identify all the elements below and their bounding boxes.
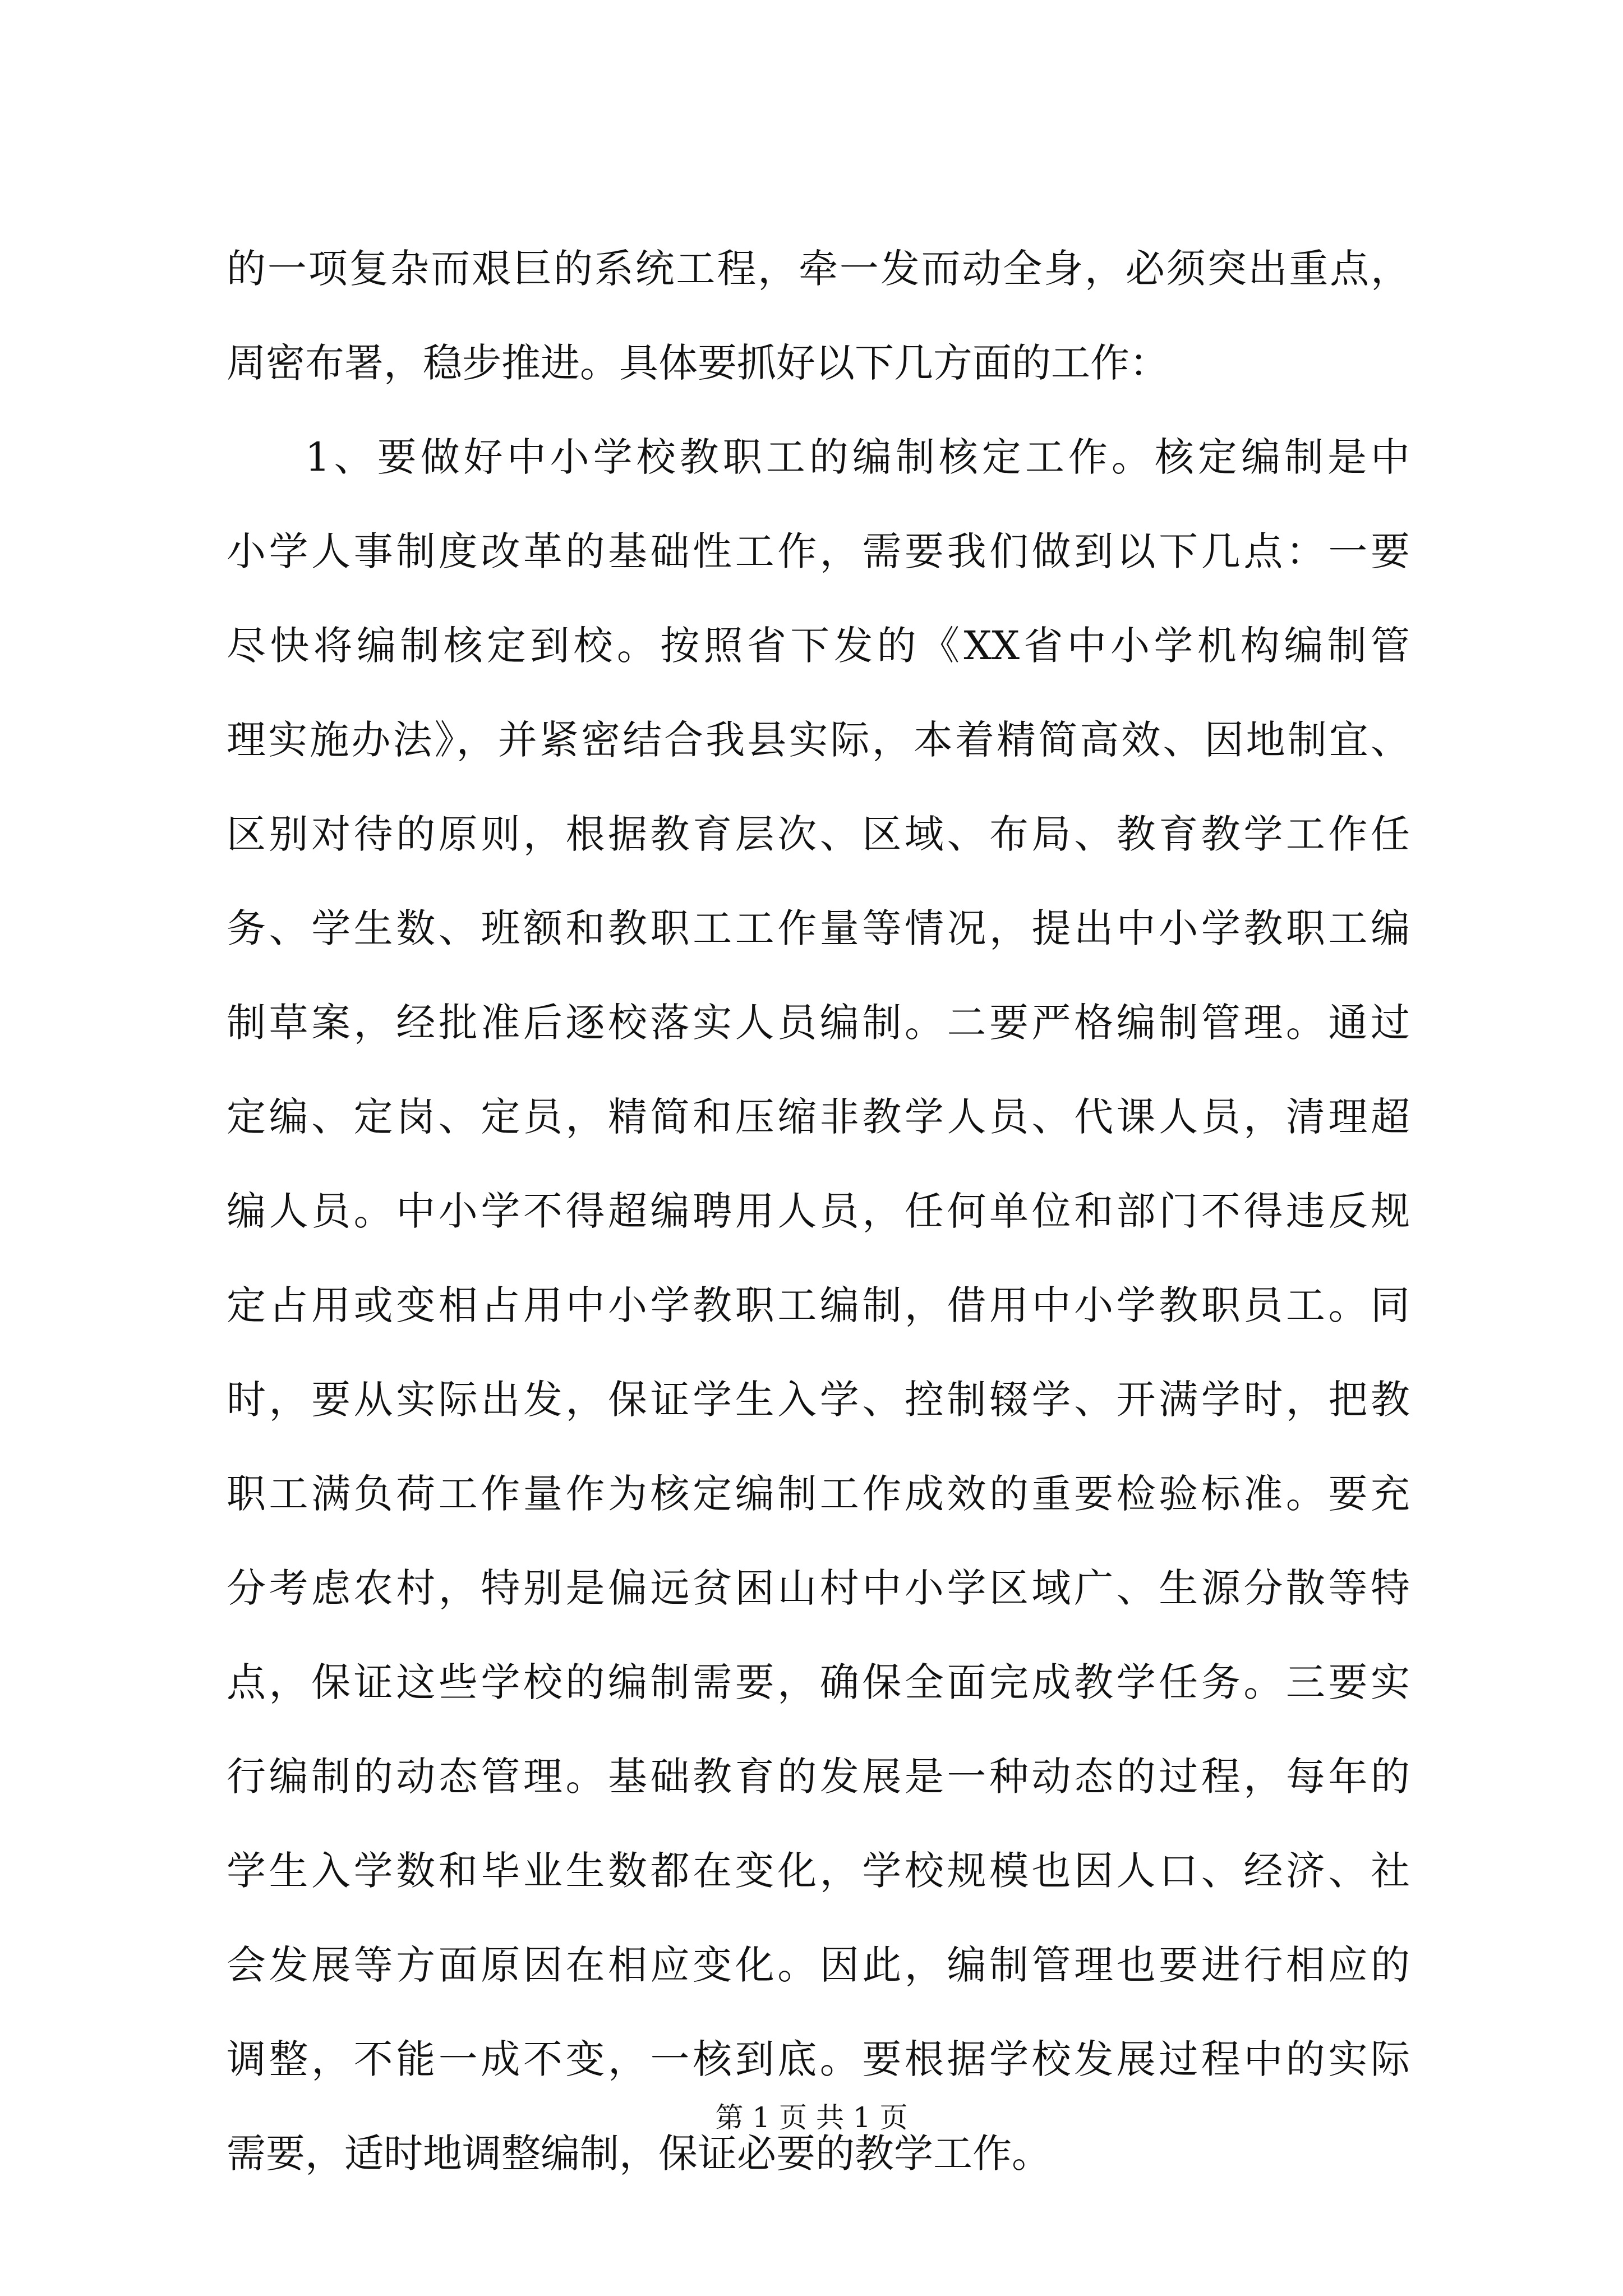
text-line: 分考虑农村，特别是偏远贫困山村中小学区域广、生源分散等特 [227,1565,1410,1611]
text-line: 行编制的动态管理。基础教育的发展是一种动态的过程，每年的 [227,1754,1410,1800]
text-line: 定编、定岗、定员，精简和压缩非教学人员、代课人员，清理超 [227,1094,1410,1140]
text-line: 尽快将编制核定到校。按照省下发的《XX省中小学机构编制管 [227,623,1410,669]
text-line: 理实施办法》，并紧密结合我县实际，本着精简高效、因地制宜、 [227,717,1410,763]
text-line: 的一项复杂而艰巨的系统工程，牵一发而动全身，必须突出重点， [227,246,1410,292]
text-line: 职工满负荷工作量作为核定编制工作成效的重要检验标准。要充 [227,1471,1410,1517]
page-footer: 第 1 页 共 1 页 [715,2101,908,2134]
text-line: 会发展等方面原因在相应变化。因此，编制管理也要进行相应的 [227,1942,1410,1988]
text-line: 小学人事制度改革的基础性工作，需要我们做到以下几点：一要 [227,528,1410,574]
text-line: 学生入学数和毕业生数都在变化，学校规模也因人口、经济、社 [227,1848,1410,1894]
body-text [227,222,1410,2201]
text-line: 定占用或变相占用中小学教职工编制，借用中小学教职员工。同 [227,1282,1410,1328]
text-line: 需要，适时地调整编制，保证必要的教学工作。 [227,2131,1051,2177]
text-line: 时，要从实际出发，保证学生入学、控制辍学、开满学时，把教 [227,1377,1410,1423]
text-line: 1、要做好中小学校教职工的编制核定工作。核定编制是中 [305,434,1410,480]
text-line: 务、学生数、班额和教职工工作量等情况，提出中小学教职工编 [227,905,1410,951]
text-line: 编人员。中小学不得超编聘用人员，任何单位和部门不得违反规 [227,1188,1410,1234]
text-line: 点，保证这些学校的编制需要，确保全面完成教学任务。三要实 [227,1659,1410,1705]
text-line: 周密布署，稳步推进。具体要抓好以下几方面的工作： [227,340,1169,386]
text-line: 制草案，经批准后逐校落实人员编制。二要严格编制管理。通过 [227,1000,1410,1046]
text-line: 区别对待的原则，根据教育层次、区域、布局、教育教学工作任 [227,811,1410,857]
text-line: 调整，不能一成不变，一核到底。要根据学校发展过程中的实际 [227,2036,1410,2082]
